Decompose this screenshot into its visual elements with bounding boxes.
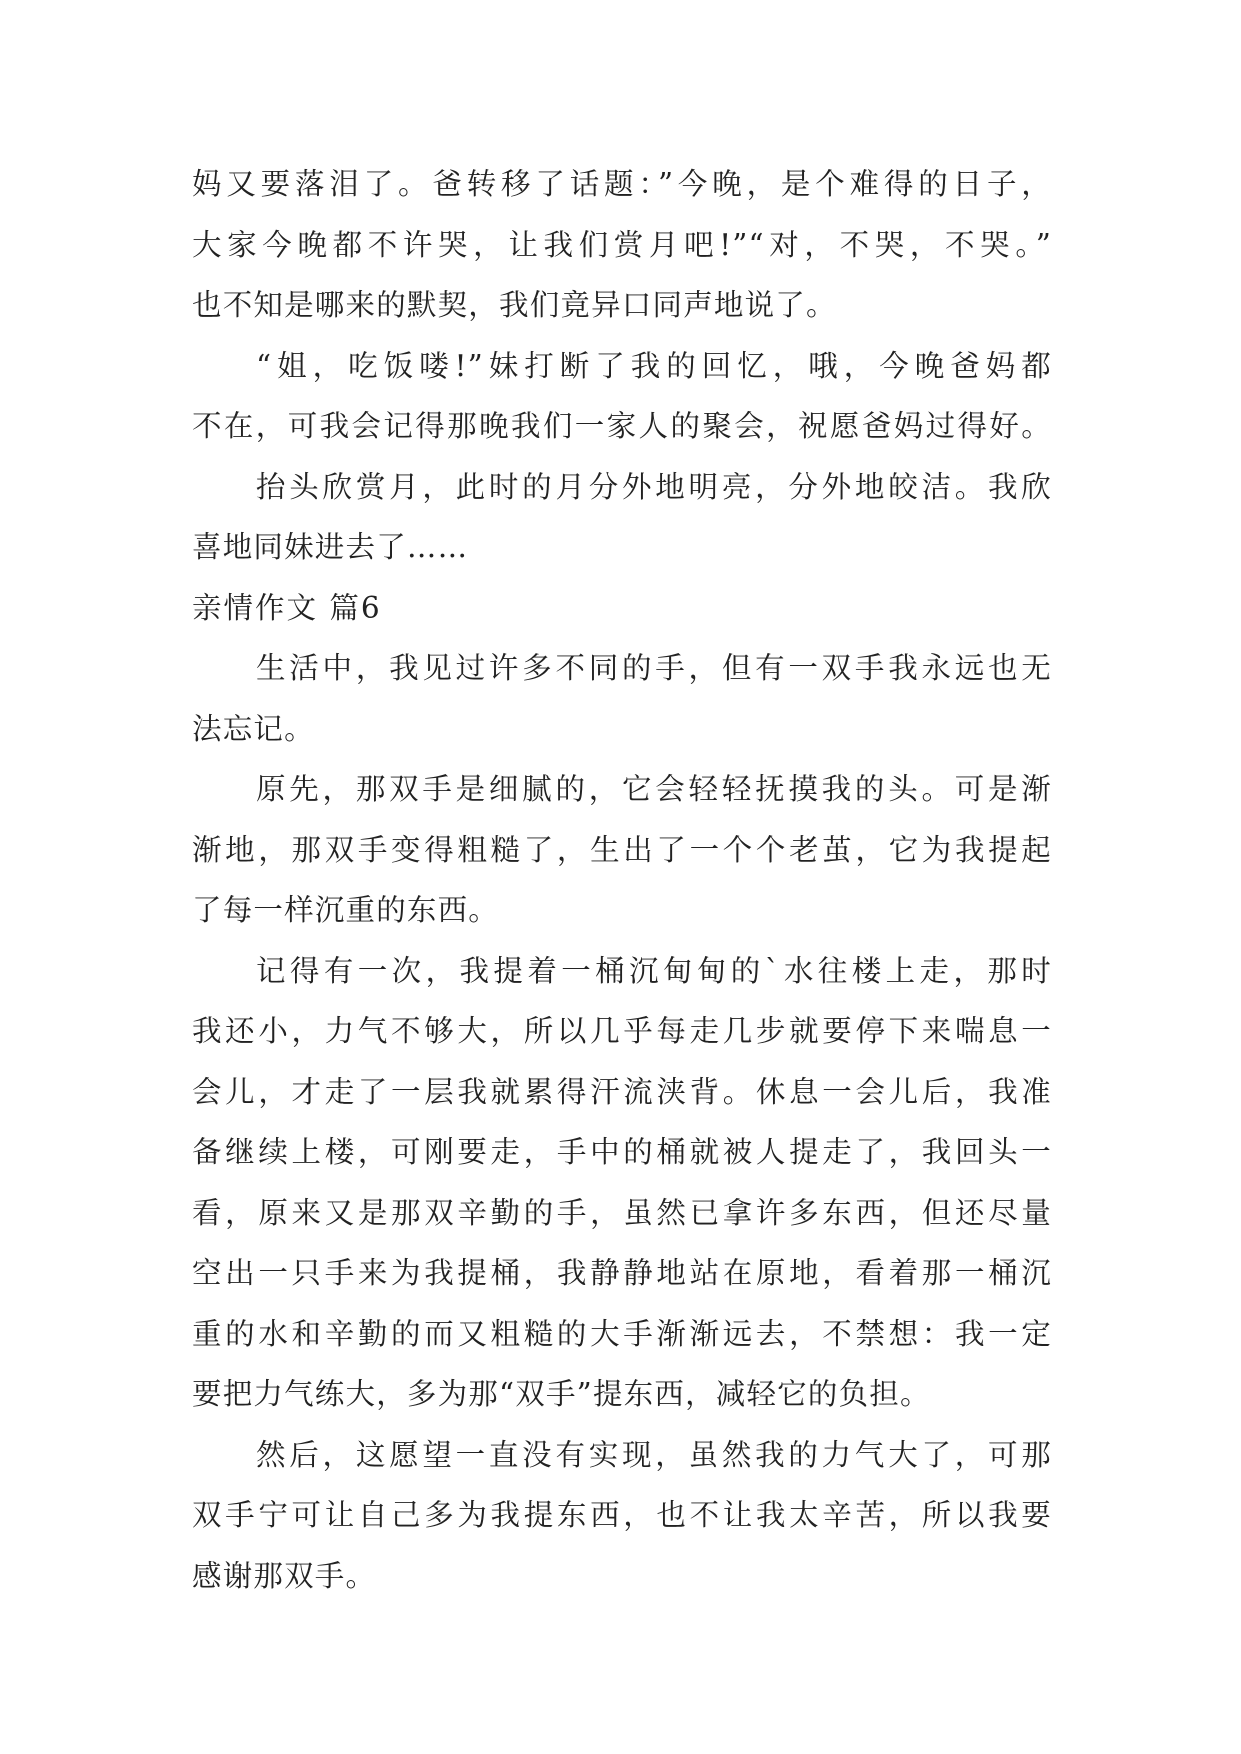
text-line: 我还小，力气不够大，所以几乎每走几步就要停下来喘息一 — [192, 1014, 1052, 1048]
text-line: 感谢那双手。 — [192, 1558, 377, 1593]
text-line: 要把力气练大，多为那“双手”提东西，减轻它的负担。 — [192, 1377, 931, 1411]
paragraph-start-line: 生活中，我见过许多不同的手，但有一双手我永远也无 — [256, 651, 1052, 685]
text-line: 渐地，那双手变得粗糙了，生出了一个个老茧，它为我提起 — [192, 832, 1052, 867]
paragraph-start-line: “姐，吃饭喽!”妹打断了我的回忆，哦，今晚爸妈都 — [256, 348, 1052, 383]
text-line: 看，原来又是那双辛勤的手，虽然已拿许多东西，但还尽量 — [192, 1195, 1052, 1230]
text-line: 喜地同妹进去了…… — [192, 530, 469, 564]
text-line: 大家今晚都不许哭，让我们赏月吧!”“对，不哭，不哭。” — [192, 227, 1052, 262]
text-line: 会儿，才走了一层我就累得汗流浃背。休息一会儿后，我准 — [192, 1074, 1052, 1109]
document-body — [192, 154, 1052, 1606]
text-line: 空出一只手来为我提桶，我静静地站在原地，看着那一桶沉 — [192, 1256, 1052, 1290]
text-line: 双手宁可让自己多为我提东西，也不让我太辛苦，所以我要 — [192, 1498, 1052, 1532]
paragraph-start-line: 抬头欣赏月，此时的月分外地明亮，分外地皎洁。我欣 — [256, 469, 1052, 504]
paragraph-start-line: 原先，那双手是细腻的，它会轻轻抚摸我的头。可是渐 — [256, 772, 1052, 806]
text-line: 法忘记。 — [192, 711, 315, 746]
text-line: 备继续上楼，可刚要走，手中的桶就被人提走了，我回头一 — [192, 1135, 1052, 1169]
section-heading: 亲情作文 篇6 — [192, 590, 382, 625]
text-line: 也不知是哪来的默契，我们竟异口同声地说了。 — [192, 288, 837, 322]
text-line: 了每一样沉重的东西。 — [192, 893, 500, 927]
text-line: 重的水和辛勤的而又粗糙的大手渐渐远去，不禁想：我一定 — [192, 1316, 1052, 1351]
text-line: 妈又要落泪了。爸转移了话题：”今晚，是个难得的日子， — [192, 167, 1052, 201]
text-line: 不在，可我会记得那晚我们一家人的聚会，祝愿爸妈过得好。 — [192, 409, 1052, 443]
paragraph-start-line: 记得有一次，我提着一桶沉甸甸的`水往楼上走，那时 — [256, 953, 1052, 988]
paragraph-start-line: 然后，这愿望一直没有实现，虽然我的力气大了，可那 — [256, 1437, 1052, 1472]
